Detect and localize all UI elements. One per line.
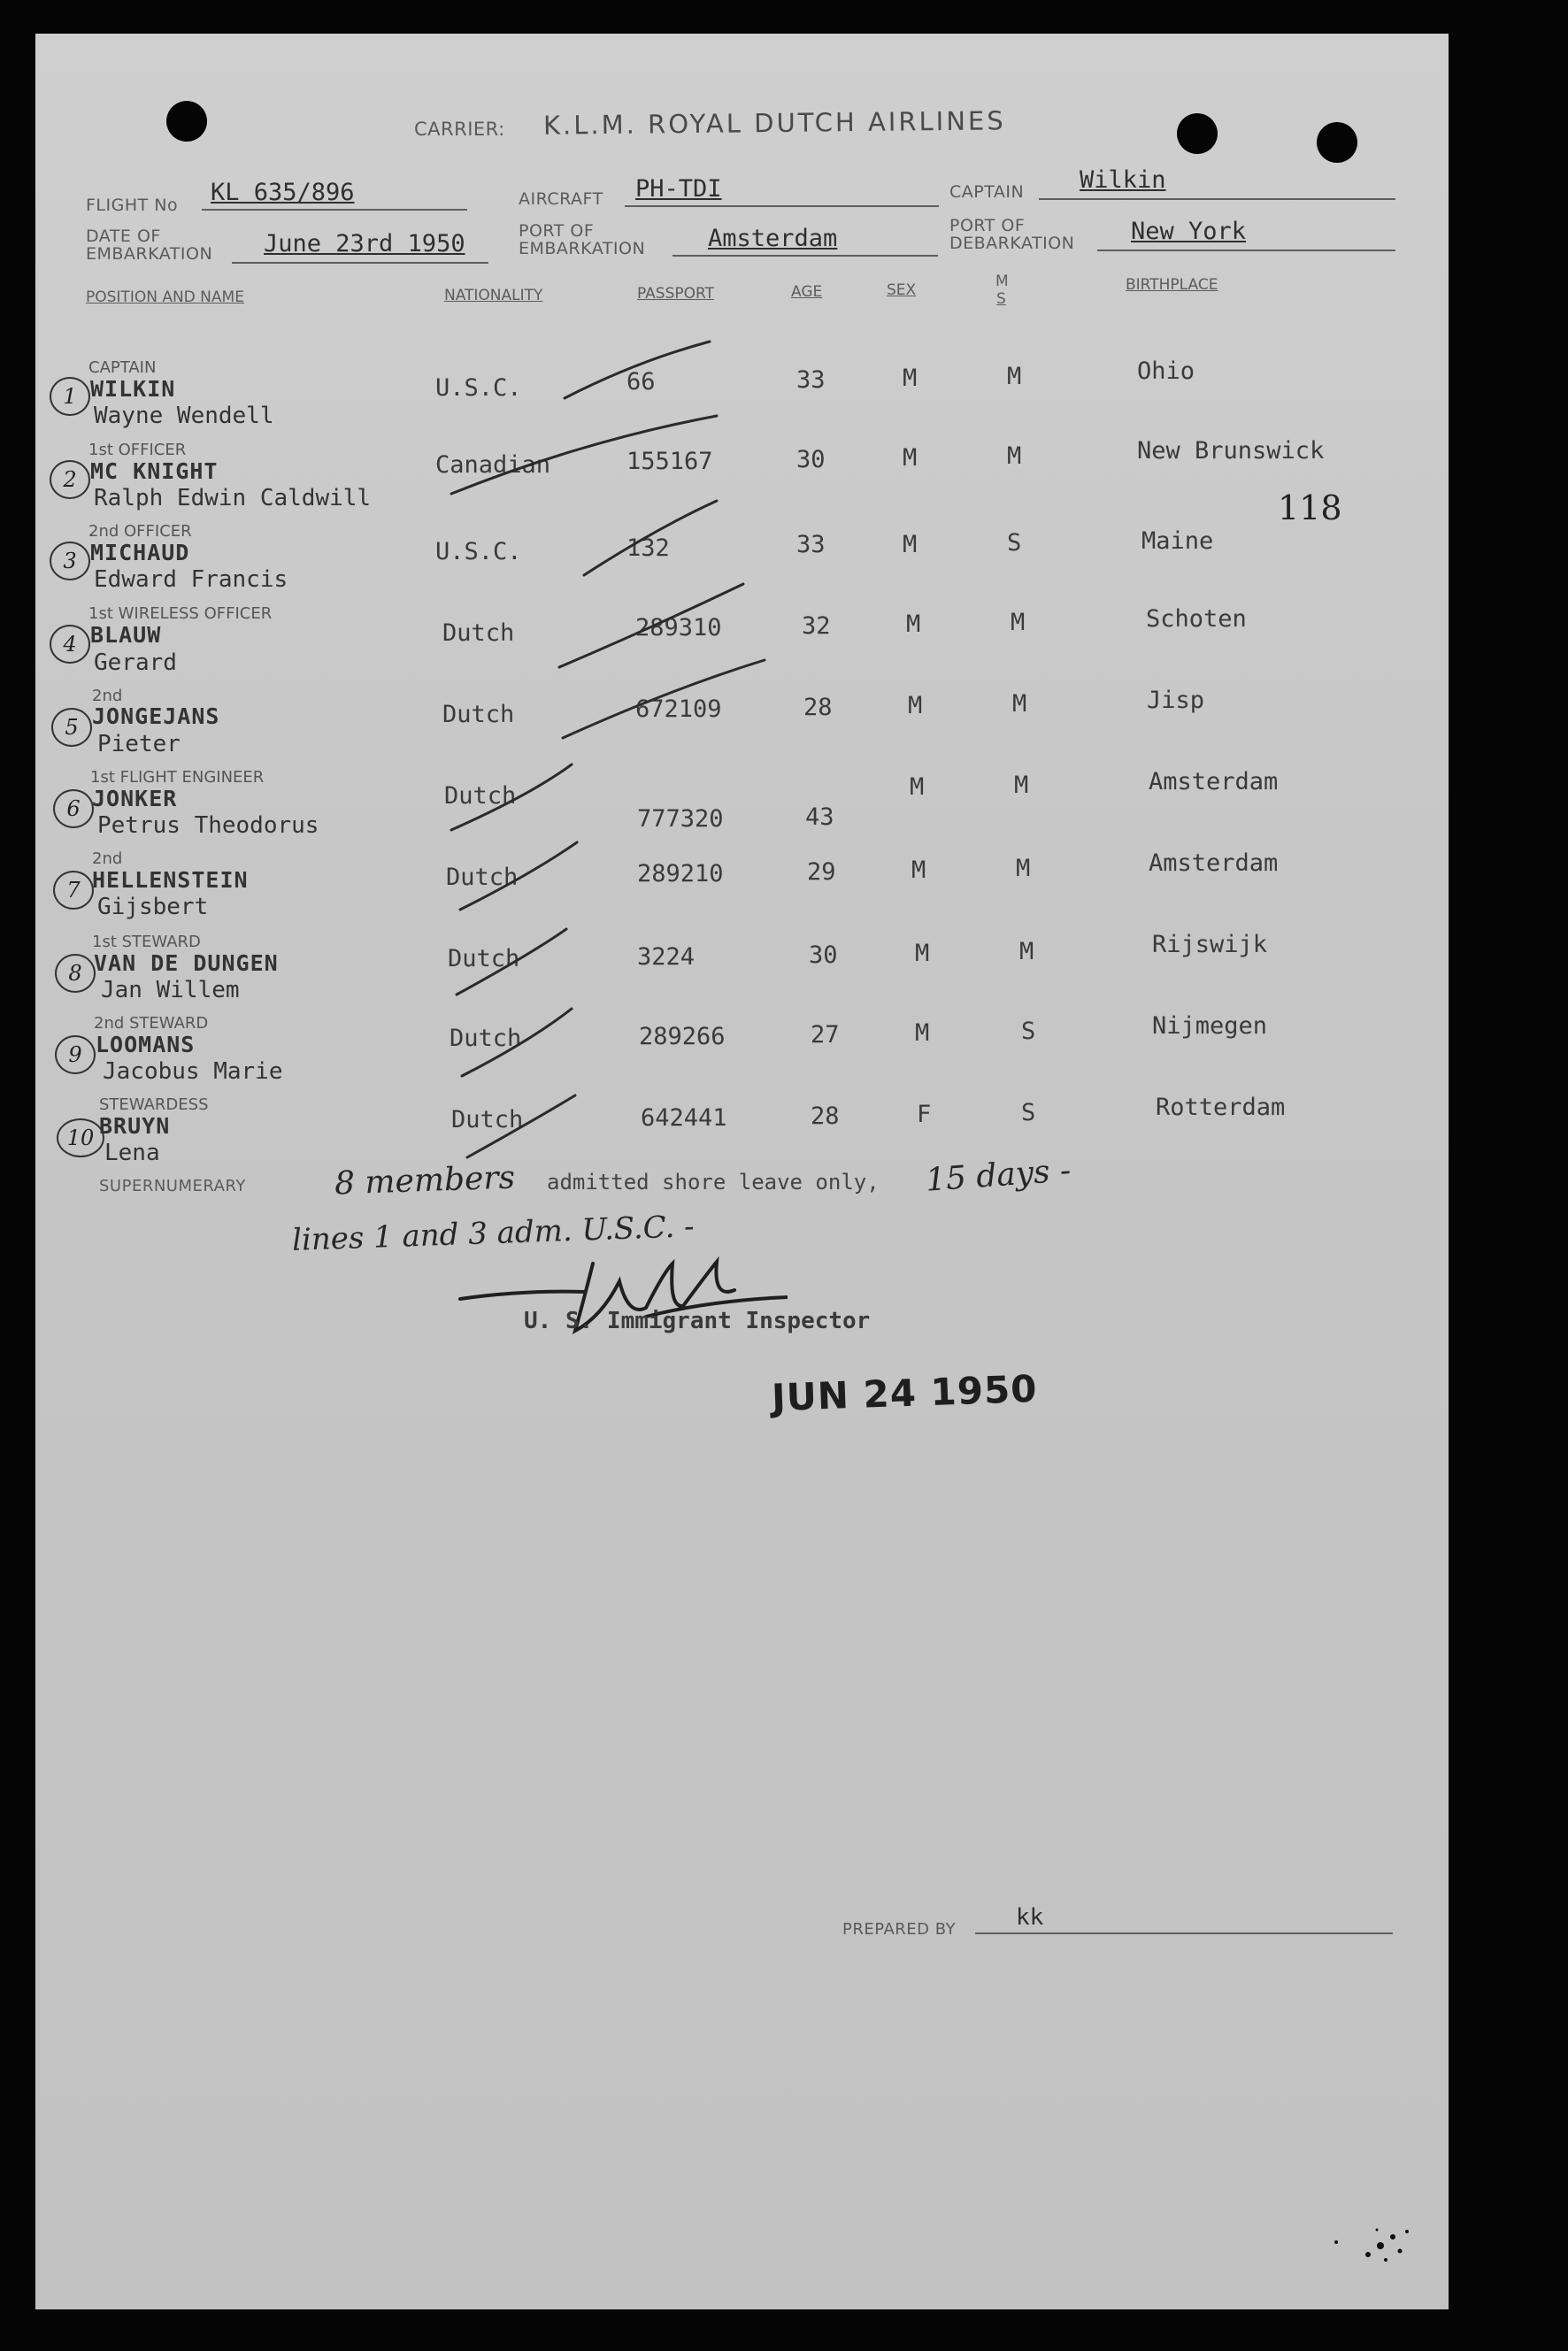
sex: M bbox=[915, 1019, 930, 1047]
marital-status: M bbox=[1007, 442, 1022, 470]
flight-number: KL 635/896 bbox=[211, 179, 355, 206]
strike-mark bbox=[451, 416, 717, 494]
position-title: 2nd OFFICER bbox=[88, 522, 192, 541]
col-marital-status-s: S bbox=[996, 290, 1006, 308]
surname: VAN DE DUNGEN bbox=[94, 950, 279, 976]
annotation-handwritten-2: 15 days - bbox=[924, 1152, 1072, 1199]
surname: WILKIN bbox=[90, 376, 176, 402]
marital-status: M bbox=[1014, 772, 1029, 799]
surname: JONGEJANS bbox=[92, 703, 220, 729]
nationality: Dutch bbox=[451, 1106, 524, 1133]
marital-status: M bbox=[1007, 363, 1022, 390]
age: 27 bbox=[811, 1021, 840, 1049]
col-age: AGE bbox=[791, 283, 823, 301]
row-number: 8 bbox=[55, 954, 96, 993]
marital-status: M bbox=[1011, 609, 1026, 636]
nationality: Dutch bbox=[442, 701, 515, 728]
embarkation-date: June 23rd 1950 bbox=[264, 230, 465, 257]
sex: M bbox=[903, 365, 918, 392]
sex: M bbox=[903, 444, 918, 472]
position-title: 1st OFFICER bbox=[88, 441, 187, 459]
position-title: 1st STEWARD bbox=[92, 933, 201, 951]
marital-status: S bbox=[1007, 529, 1022, 557]
strike-mark bbox=[565, 342, 710, 398]
strike-marks bbox=[35, 34, 1449, 1272]
surname: MC KNIGHT bbox=[90, 458, 219, 484]
row-number: 3 bbox=[50, 542, 90, 580]
given-names: Gerard bbox=[94, 649, 177, 676]
passport-number: 155167 bbox=[626, 448, 713, 475]
col-nationality: NATIONALITY bbox=[444, 287, 543, 304]
aircraft-value: PH-TDI bbox=[635, 175, 722, 203]
carrier-label: CARRIER: bbox=[414, 119, 505, 140]
surname: JONKER bbox=[92, 786, 178, 811]
age: 30 bbox=[796, 446, 826, 473]
nationality: Dutch bbox=[444, 782, 517, 810]
given-names: Pieter bbox=[97, 731, 181, 757]
ink-specks bbox=[1301, 2210, 1425, 2281]
nationality: Dutch bbox=[446, 864, 519, 891]
row-number: 6 bbox=[53, 789, 94, 828]
passport-number: 642441 bbox=[641, 1104, 727, 1132]
annotation-handwritten-3: lines 1 and 3 adm. U.S.C. - bbox=[291, 1209, 696, 1258]
annotation-handwritten-1: 8 members bbox=[334, 1159, 516, 1202]
passport-number: 66 bbox=[626, 368, 656, 396]
birthplace: Nijmegen bbox=[1152, 1012, 1268, 1040]
position-title: 2nd STEWARD bbox=[94, 1014, 209, 1033]
age: 28 bbox=[803, 694, 833, 721]
row-number: 5 bbox=[51, 708, 92, 747]
strike-mark bbox=[462, 1009, 572, 1076]
position-title: 2nd bbox=[92, 687, 123, 705]
passport-number: 289310 bbox=[635, 614, 722, 642]
given-names: Edward Francis bbox=[94, 566, 288, 593]
strike-mark bbox=[460, 842, 577, 910]
surname: BRUYN bbox=[99, 1113, 171, 1139]
passport-number: 777320 bbox=[637, 805, 724, 833]
row-number: 10 bbox=[57, 1118, 104, 1157]
sex: M bbox=[910, 773, 925, 801]
given-names: Jan Willem bbox=[101, 977, 240, 1003]
col-passport: PASSPORT bbox=[637, 285, 714, 303]
birthplace: Ohio bbox=[1137, 357, 1195, 385]
row-number: 9 bbox=[55, 1035, 96, 1074]
sex: M bbox=[908, 692, 923, 719]
strike-mark bbox=[467, 1095, 575, 1157]
sex: M bbox=[903, 531, 918, 558]
birthplace: Maine bbox=[1141, 527, 1214, 555]
strike-mark bbox=[457, 929, 566, 995]
passport-number: 289266 bbox=[639, 1023, 726, 1050]
port-emb-label-1: PORT OF bbox=[519, 221, 595, 241]
sex: M bbox=[911, 857, 926, 884]
given-names: Wayne Wendell bbox=[94, 403, 274, 429]
sex: F bbox=[917, 1101, 932, 1128]
strike-mark bbox=[584, 501, 717, 575]
supernumerary-label: SUPERNUMERARY bbox=[99, 1177, 246, 1195]
col-sex: SEX bbox=[887, 281, 917, 299]
manifest-sheet bbox=[35, 34, 1449, 2309]
marital-status: M bbox=[1012, 690, 1027, 718]
age: 43 bbox=[805, 803, 834, 831]
surname: BLAUW bbox=[90, 622, 162, 648]
surname: LOOMANS bbox=[96, 1032, 196, 1057]
passport-number: 3224 bbox=[637, 943, 696, 971]
marital-status: S bbox=[1021, 1018, 1036, 1045]
birthplace: Jisp bbox=[1147, 687, 1205, 714]
birthplace: Rijswijk bbox=[1152, 931, 1268, 958]
row-number: 1 bbox=[50, 377, 90, 416]
date-label-1: DATE OF bbox=[86, 227, 161, 246]
surname: HELLENSTEIN bbox=[92, 867, 249, 893]
sex: M bbox=[915, 940, 930, 967]
position-title: 1st WIRELESS OFFICER bbox=[88, 604, 273, 623]
passport-number: 289210 bbox=[637, 860, 724, 887]
nationality: Canadian bbox=[435, 451, 551, 479]
port-emb-label-2: EMBARKATION bbox=[519, 239, 646, 258]
position-title: CAPTAIN bbox=[88, 358, 157, 377]
prepared-by-label: PREPARED BY bbox=[842, 1920, 957, 1939]
col-birthplace: BIRTHPLACE bbox=[1126, 276, 1218, 294]
given-names: Gijsbert bbox=[97, 894, 209, 920]
row-number: 7 bbox=[53, 871, 94, 910]
given-names: Ralph Edwin Caldwill bbox=[94, 485, 372, 511]
nationality: U.S.C. bbox=[435, 538, 522, 565]
birthplace: Rotterdam bbox=[1156, 1094, 1286, 1121]
nationality: Dutch bbox=[442, 619, 515, 647]
marital-status: M bbox=[1019, 938, 1034, 965]
age: 33 bbox=[796, 366, 826, 394]
age: 28 bbox=[811, 1103, 840, 1130]
nationality: U.S.C. bbox=[435, 374, 522, 402]
row-number: 2 bbox=[50, 460, 90, 499]
position-title: STEWARDESS bbox=[99, 1095, 209, 1114]
position-title: 1st FLIGHT ENGINEER bbox=[90, 768, 265, 787]
strike-mark bbox=[451, 764, 572, 830]
nationality: Dutch bbox=[448, 945, 520, 972]
birthplace: Schoten bbox=[1146, 605, 1247, 633]
passport-number: 672109 bbox=[635, 695, 722, 723]
date-label-2: EMBARKATION bbox=[86, 244, 213, 264]
age: 32 bbox=[802, 612, 831, 640]
port-deb-label-2: DEBARKATION bbox=[949, 234, 1075, 253]
inspector-signature bbox=[451, 1246, 788, 1352]
page-number: 118 bbox=[1278, 488, 1342, 527]
port-of-embarkation: Amsterdam bbox=[708, 225, 838, 252]
birthplace: Amsterdam bbox=[1149, 849, 1279, 877]
given-names: Petrus Theodorus bbox=[97, 812, 319, 839]
surname: MICHAUD bbox=[90, 540, 190, 565]
age: 33 bbox=[796, 531, 826, 558]
carrier-name: K.L.M. ROYAL DUTCH AIRLINES bbox=[542, 105, 1006, 141]
marital-status: S bbox=[1021, 1099, 1036, 1126]
date-stamp: JUN 24 1950 bbox=[771, 1366, 1039, 1420]
captain-value: Wilkin bbox=[1080, 166, 1166, 194]
strike-mark bbox=[559, 584, 743, 667]
row-number: 4 bbox=[50, 625, 90, 664]
annotation-typed: admitted shore leave only, bbox=[547, 1170, 880, 1195]
position-title: 2nd bbox=[92, 849, 123, 868]
age: 29 bbox=[807, 858, 836, 886]
captain-label: CAPTAIN bbox=[949, 182, 1025, 202]
strike-mark bbox=[563, 660, 765, 738]
age: 30 bbox=[809, 941, 838, 969]
birthplace: New Brunswick bbox=[1137, 437, 1325, 465]
sex: M bbox=[906, 611, 921, 638]
marital-status: M bbox=[1016, 855, 1031, 882]
flight-label: FLIGHT No bbox=[86, 196, 179, 215]
col-marital-status-m: M bbox=[995, 273, 1009, 290]
port-deb-label-1: PORT OF bbox=[949, 216, 1026, 235]
birthplace: Amsterdam bbox=[1149, 768, 1279, 795]
aircraft-label: AIRCRAFT bbox=[519, 189, 603, 209]
prepared-by-line bbox=[975, 1932, 1393, 1934]
inspector-title: U. S. Immigrant Inspector bbox=[524, 1308, 871, 1334]
given-names: Jacobus Marie bbox=[103, 1058, 283, 1085]
port-of-debarkation: New York bbox=[1131, 218, 1247, 245]
col-position-name: POSITION AND NAME bbox=[86, 288, 244, 306]
nationality: Dutch bbox=[450, 1025, 522, 1052]
passport-number: 132 bbox=[626, 534, 670, 562]
given-names: Lena bbox=[104, 1140, 160, 1166]
prepared-by-value: kk bbox=[1016, 1904, 1044, 1931]
